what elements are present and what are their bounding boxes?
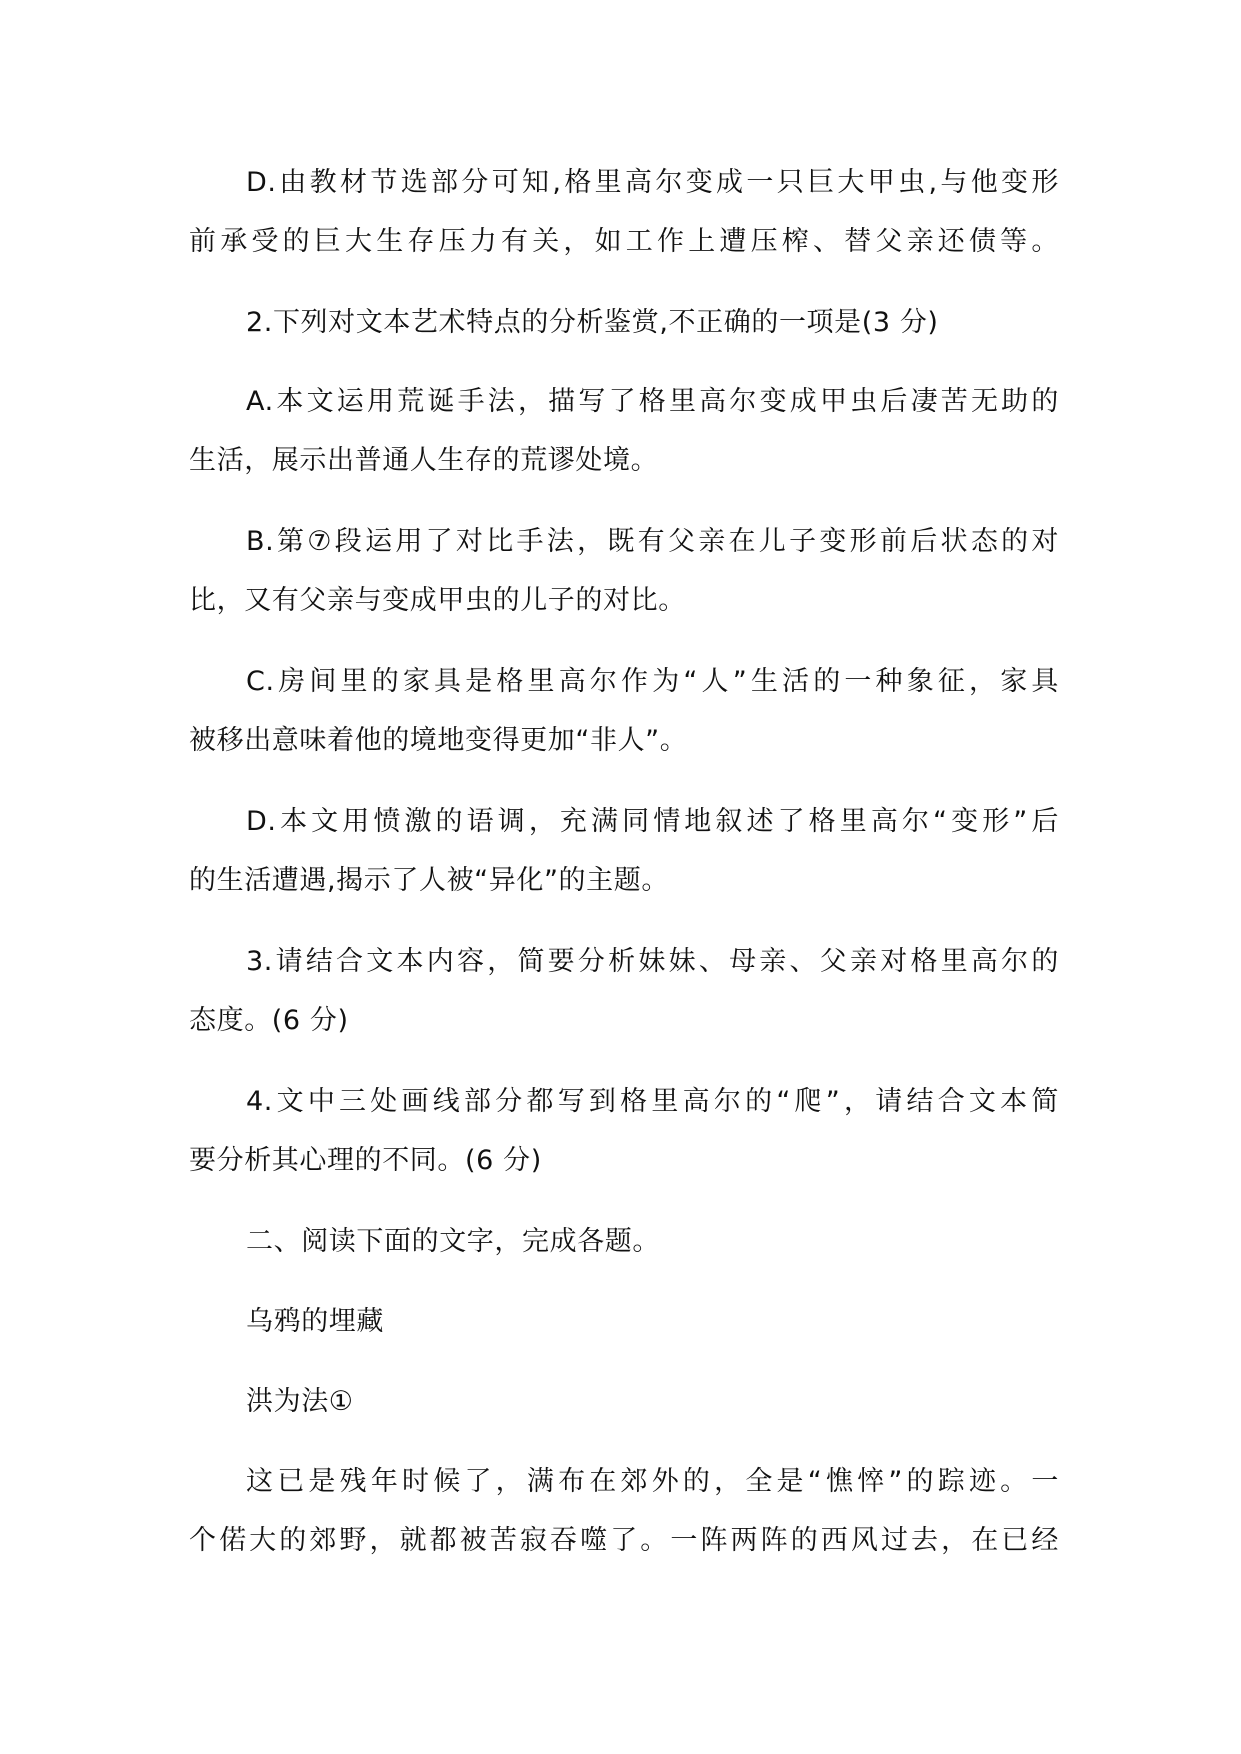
question-4-line: 4.文中三处画线部分都写到格里高尔的“爬”，请结合文本简	[246, 1086, 1059, 1117]
option-a-line: A.本文运用荒诞手法，描写了格里高尔变成甲虫后凄苦无助的	[246, 386, 1059, 417]
option-c-line: C.房间里的家具是格里高尔作为“人”生活的一种象征，家具	[246, 666, 1059, 697]
option-d-line: D.本文用愤激的语调，充满同情地叙述了格里高尔“变形”后	[246, 806, 1059, 837]
question-3-line: 态度。(6 分)	[189, 1005, 349, 1036]
question-4-line: 要分析其心理的不同。(6 分)	[189, 1145, 542, 1176]
question-2-heading: 2.下列对文本艺术特点的分析鉴赏,不正确的一项是(3 分)	[246, 307, 939, 338]
option-b-line: 比，又有父亲与变成甲虫的儿子的对比。	[189, 585, 686, 616]
option-d-line: 的生活遭遇,揭示了人被“异化”的主题。	[189, 865, 669, 896]
article-title: 乌鸦的埋藏	[246, 1306, 384, 1337]
question-3-line: 3.请结合文本内容，简要分析妹妹、母亲、父亲对格里高尔的	[246, 946, 1059, 977]
option-b-line: B.第⑦段运用了对比手法，既有父亲在儿子变形前后状态的对	[246, 526, 1059, 557]
article-body-line: 个偌大的郊野，就都被苦寂吞噬了。一阵两阵的西风过去，在已经	[189, 1525, 1059, 1556]
section-heading: 二、阅读下面的文字，完成各题。	[246, 1226, 660, 1257]
article-body-line: 这已是残年时候了，满布在郊外的，全是“憔悴”的踪迹。一	[246, 1466, 1059, 1497]
option-a-line: 生活，展示出普通人生存的荒谬处境。	[189, 445, 659, 476]
article-author: 洪为法①	[246, 1386, 354, 1417]
text-line: D.由教材节选部分可知,格里高尔变成一只巨大甲虫,与他变形	[246, 167, 1059, 198]
text-line: 前承受的巨大生存压力有关，如工作上遭压榨、替父亲还债等。	[189, 226, 1059, 257]
option-c-line: 被移出意味着他的境地变得更加“非人”。	[189, 725, 688, 756]
